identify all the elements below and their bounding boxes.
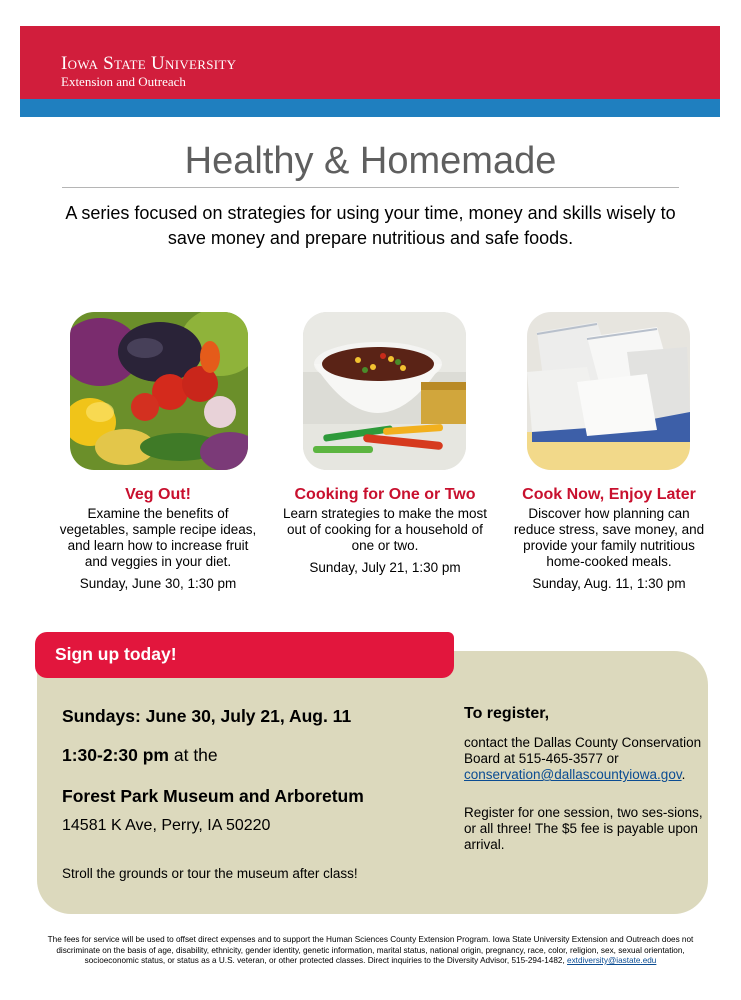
session-description: Learn strategies to make the most out of cooking for a household of one or two.	[282, 506, 488, 553]
session-description: Discover how planning can reduce stress, save money, and provide your family nutritious home-cooked meals.	[513, 506, 705, 569]
header-banner	[20, 26, 720, 117]
session-cook-now-enjoy-later	[506, 487, 712, 592]
session-veg-out	[58, 487, 258, 592]
register-email-link[interactable]: conservation@dallascountyiowa.gov	[464, 767, 682, 782]
session-title: Cook Now, Enjoy Later	[522, 486, 696, 503]
event-venue: Forest Park Museum and Arboretum	[62, 786, 364, 806]
stroll-note: Stroll the grounds or tour the museum after class!	[62, 866, 358, 881]
event-time-value: 1:30-2:30 pm	[62, 745, 169, 765]
brand-subtitle: Extension and Outreach	[61, 74, 186, 89]
freezer-bags-photo	[527, 312, 690, 470]
chili-bowl-photo	[303, 312, 466, 470]
session-description: Examine the benefits of vegetables, sample recipe ideas, and learn how to increase fruit and veggies in your diet.	[59, 506, 257, 569]
footer-text: The fees for service will be used to offset direct expenses and to support the Human Sciences County Extension Program. Iowa State University Extension and Outreach does not discriminate on the basis of age, disability, ethnicity, gender identity, genetic information, marital status, national origin, pregnancy, race, color, religion, sex, sexual orientation, socioeconomic status, or status as a U.S. veteran, or other protected classes. Direct inquiries to the Diversity Advisor, 515-294-1482,	[47, 935, 694, 965]
register-email-suffix: .	[681, 767, 686, 782]
session-date: Sunday, Aug. 11, 1:30 pm	[532, 576, 686, 591]
event-time-suffix: at the	[169, 745, 218, 765]
intro-text: A series focused on strategies for using your time, money and skills wisely to save money and prepare nutritious and safe foods.	[65, 203, 676, 248]
page-title: Healthy & Homemade	[184, 140, 557, 182]
session-date: Sunday, June 30, 1:30 pm	[79, 576, 237, 591]
register-contact	[464, 735, 704, 783]
register-contact-text: contact the Dallas County Conservation Board at 515-465-3577 or	[464, 735, 702, 766]
header-blue-band	[20, 99, 720, 117]
session-date: Sunday, July 21, 1:30 pm	[309, 560, 461, 575]
title-divider	[62, 187, 679, 188]
event-time	[62, 745, 218, 766]
register-heading: To register,	[464, 705, 550, 722]
footer-disclaimer	[30, 935, 711, 967]
session-cooking-for-one-or-two	[278, 487, 492, 576]
event-address: 14581 K Ave, Perry, IA 50220	[62, 817, 271, 834]
brand-name: Iowa State University	[61, 53, 237, 74]
vegetables-photo	[70, 312, 248, 470]
footer-email-link[interactable]: extdiversity@iastate.edu	[567, 956, 657, 965]
register-note: Register for one session, two ses-sions, or all three! The $5 fee is payable upon arrival.	[464, 805, 703, 852]
signup-label: Sign up today!	[55, 644, 177, 664]
event-dates: Sundays: June 30, July 21, Aug. 11	[62, 706, 352, 726]
session-title: Cooking for One or Two	[294, 486, 476, 503]
signup-tab	[35, 632, 454, 678]
session-title: Veg Out!	[125, 486, 191, 503]
